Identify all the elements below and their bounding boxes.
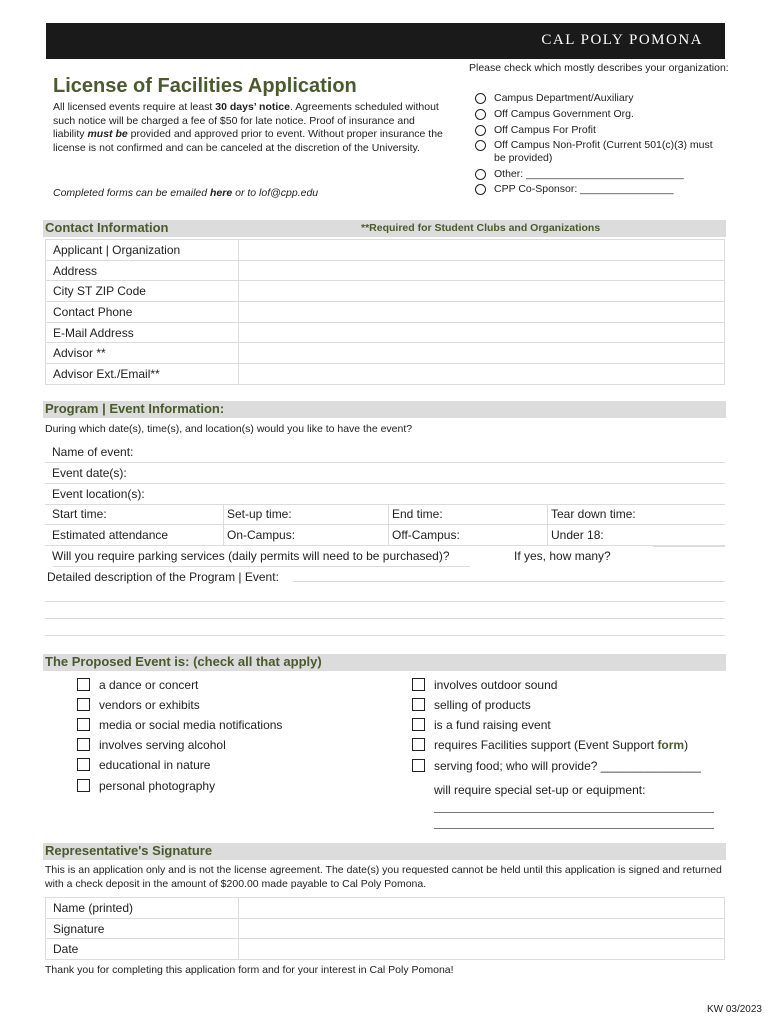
start-time-field[interactable]: Start time: xyxy=(52,507,107,521)
description-line[interactable] xyxy=(45,635,725,636)
attendance-label: Estimated attendance xyxy=(52,528,169,542)
special-setup-label: will require special set-up or equipment: xyxy=(434,783,646,797)
event-location-label: Event location(s): xyxy=(52,487,145,501)
contact-label-address: Address xyxy=(46,260,239,281)
email-note-pre: Completed forms can be emailed xyxy=(53,187,210,199)
proposed-section-header xyxy=(43,654,726,671)
off-campus-field[interactable]: Off-Campus: xyxy=(392,528,460,542)
signature-section-header xyxy=(43,843,726,860)
parking-how-many-label: If yes, how many? xyxy=(514,549,611,563)
radio-icon[interactable] xyxy=(475,184,486,195)
program-section-header xyxy=(43,401,726,418)
org-option-government[interactable] xyxy=(475,108,634,121)
contact-label-advisor-ext: Advisor Ext./Email** xyxy=(46,364,239,385)
checkbox-label: vendors or exhibits xyxy=(99,698,200,712)
attendance-row xyxy=(45,525,725,546)
checkbox-label: media or social media notifications xyxy=(99,718,283,732)
checkbox-icon[interactable] xyxy=(412,678,425,691)
special-setup-line[interactable] xyxy=(434,812,714,813)
contact-input-address[interactable] xyxy=(239,260,725,281)
divider xyxy=(388,525,389,546)
table-row xyxy=(46,322,725,343)
checkbox-icon[interactable] xyxy=(77,678,90,691)
contact-input-email[interactable] xyxy=(239,322,725,343)
intro-text-1: All licensed events require at least xyxy=(53,101,216,113)
organization-type-group xyxy=(469,62,729,195)
check-outdoor-sound[interactable] xyxy=(412,678,557,692)
table-row xyxy=(46,240,725,261)
org-option-label: Other: ___________________________ xyxy=(494,168,684,180)
contact-input-city[interactable] xyxy=(239,281,725,302)
event-dates-label: Event date(s): xyxy=(52,466,127,480)
divider xyxy=(388,504,389,525)
contact-label-email: E-Mail Address xyxy=(46,322,239,343)
check-vendors[interactable] xyxy=(77,698,200,712)
brand-wordmark: CAL POLY POMONA xyxy=(541,32,703,48)
checkbox-label xyxy=(434,738,688,752)
check-alcohol[interactable] xyxy=(77,738,226,752)
contact-section-header xyxy=(43,220,726,237)
check-serving-food[interactable] xyxy=(412,759,701,773)
org-option-label: Off Campus For Profit xyxy=(494,124,596,136)
event-name-label: Name of event: xyxy=(52,445,134,459)
radio-icon[interactable] xyxy=(475,140,486,151)
signature-section-title: Representative's Signature xyxy=(45,843,213,858)
contact-input-advisor-ext[interactable] xyxy=(239,364,725,385)
checkbox-icon[interactable] xyxy=(412,698,425,711)
contact-label-applicant: Applicant | Organization xyxy=(46,240,239,261)
event-name-field[interactable] xyxy=(45,442,725,463)
signature-label-name: Name (printed) xyxy=(46,898,239,919)
description-label: Detailed description of the Program | Event: xyxy=(47,570,279,584)
end-time-field[interactable]: End time: xyxy=(392,507,443,521)
org-option-other[interactable] xyxy=(475,168,684,181)
description-line[interactable] xyxy=(293,581,725,582)
contact-label-phone: Contact Phone xyxy=(46,302,239,323)
org-option-co-sponsor[interactable] xyxy=(475,183,674,196)
signature-input-signature[interactable] xyxy=(239,918,725,939)
table-row xyxy=(46,302,725,323)
checkbox-label: personal photography xyxy=(99,779,216,793)
organization-prompt: Please check which mostly describes your organization: xyxy=(469,62,729,74)
table-row xyxy=(46,343,725,364)
table-row xyxy=(46,260,725,281)
email-here-link[interactable]: here xyxy=(210,187,233,199)
contact-input-advisor[interactable] xyxy=(239,343,725,364)
check-educational[interactable] xyxy=(77,758,210,772)
signature-label-date: Date xyxy=(46,939,239,960)
contact-table xyxy=(45,239,725,385)
divider xyxy=(547,504,548,525)
program-section-title: Program | Event Information: xyxy=(45,401,225,416)
description-line[interactable] xyxy=(45,618,725,619)
checkbox-icon[interactable] xyxy=(77,698,90,711)
table-row xyxy=(46,364,725,385)
org-option-label: Off Campus Government Org. xyxy=(494,108,634,120)
checkbox-icon[interactable] xyxy=(412,738,425,751)
proposed-section-title: The Proposed Event is: (check all that apply) xyxy=(45,654,322,669)
check-fundraising[interactable] xyxy=(412,718,551,732)
checkbox-icon[interactable] xyxy=(77,718,90,731)
org-option-label: Campus Department/Auxiliary xyxy=(494,92,634,104)
teardown-time-field[interactable]: Tear down time: xyxy=(551,507,636,521)
contact-input-phone[interactable] xyxy=(239,302,725,323)
email-note-post: or to lof@cpp.edu xyxy=(232,187,319,199)
special-setup-line[interactable] xyxy=(434,828,714,829)
table-row xyxy=(46,898,725,919)
event-support-form-link[interactable]: form xyxy=(657,738,685,752)
checkbox-label: selling of products xyxy=(434,698,531,712)
checkbox-icon[interactable] xyxy=(412,759,425,772)
checkbox-label: educational in nature xyxy=(99,758,211,772)
check-facilities-support[interactable] xyxy=(412,738,688,752)
checkbox-icon[interactable] xyxy=(77,758,90,771)
required-note: **Required for Student Clubs and Organizations xyxy=(361,222,601,234)
org-option-for-profit[interactable] xyxy=(475,124,596,137)
radio-icon[interactable] xyxy=(475,109,486,120)
facilities-support-text: requires Facilities support (Event Support xyxy=(434,738,658,752)
checkbox-icon[interactable] xyxy=(412,718,425,731)
table-row xyxy=(46,939,725,960)
check-selling[interactable] xyxy=(412,698,531,712)
radio-icon[interactable] xyxy=(475,169,486,180)
on-campus-field[interactable]: On-Campus: xyxy=(227,528,296,542)
times-row xyxy=(45,504,725,525)
event-location-field[interactable] xyxy=(45,484,725,505)
parking-question: Will you require parking services (daily permits will need to be purchased)? xyxy=(52,549,450,563)
intro-bold-must: must be xyxy=(87,128,128,141)
checkbox-label: serving food; who will provide? _______________ xyxy=(434,759,701,773)
description-row xyxy=(45,567,725,588)
intro-paragraph xyxy=(53,101,445,156)
org-option-label: Off Campus Non-Profit (Current 501(c)(3) must be provided) xyxy=(494,139,713,164)
divider xyxy=(223,525,224,546)
org-option-non-profit[interactable] xyxy=(475,139,720,164)
contact-label-advisor: Advisor ** xyxy=(46,343,239,364)
header-bar xyxy=(46,23,725,59)
intro-bold-notice: 30 days’ notice xyxy=(215,101,290,113)
org-option-campus-dept[interactable] xyxy=(475,92,633,105)
page-title: License of Facilities Application xyxy=(53,75,357,97)
checkbox-label: involves serving alcohol xyxy=(99,738,226,752)
check-photography[interactable] xyxy=(77,779,215,793)
signature-label-signature: Signature xyxy=(46,918,239,939)
parking-row xyxy=(45,546,725,567)
checkbox-label: a dance or concert xyxy=(99,678,199,692)
intro-text-3: provided and approved prior to event. Without proper insurance the license is not confirmed and can be canceled at the discretion of the University. xyxy=(53,128,443,155)
event-dates-field[interactable] xyxy=(45,463,725,484)
signature-disclaimer: This is an application only and is not the license agreement. The date(s) you requested cannot be held until this application is signed and returned with a check deposit in the amount of $200.00 made payable to Cal Poly Pomona. xyxy=(45,864,722,890)
radio-icon[interactable] xyxy=(475,93,486,104)
parking-how-many-line[interactable] xyxy=(653,546,725,547)
check-media[interactable] xyxy=(77,718,282,732)
table-row xyxy=(46,281,725,302)
setup-time-field[interactable]: Set-up time: xyxy=(227,507,292,521)
program-question: During which date(s), time(s), and location(s) would you like to have the event? xyxy=(45,423,413,435)
under-18-field[interactable]: Under 18: xyxy=(551,528,604,542)
contact-input-applicant[interactable] xyxy=(239,240,725,261)
checkbox-icon[interactable] xyxy=(77,779,90,792)
email-note xyxy=(53,187,318,199)
checkbox-icon[interactable] xyxy=(77,738,90,751)
intro-text-2: . Agreements scheduled without such notice will be charged a fee of $50 for late notice. Proof of insurance and liability xyxy=(53,101,439,141)
checkbox-label: is a fund raising event xyxy=(434,718,551,732)
facilities-support-close: ) xyxy=(684,738,689,752)
table-row xyxy=(46,918,725,939)
checkbox-label: involves outdoor sound xyxy=(434,678,558,692)
thank-you-note: Thank you for completing this application form and for your interest in Cal Poly Pomona! xyxy=(45,964,454,976)
signature-input-name[interactable] xyxy=(239,898,725,919)
signature-table xyxy=(45,897,725,960)
radio-icon[interactable] xyxy=(475,125,486,136)
divider xyxy=(223,504,224,525)
divider xyxy=(547,525,548,546)
signature-input-date[interactable] xyxy=(239,939,725,960)
contact-section-title: Contact Information xyxy=(45,220,169,235)
contact-label-city: City ST ZIP Code xyxy=(46,281,239,302)
description-line[interactable] xyxy=(45,601,725,602)
revision-code: KW 03/2023 xyxy=(706,1004,762,1015)
org-option-label: CPP Co-Sponsor: ________________ xyxy=(494,183,674,195)
check-dance-concert[interactable] xyxy=(77,678,198,692)
